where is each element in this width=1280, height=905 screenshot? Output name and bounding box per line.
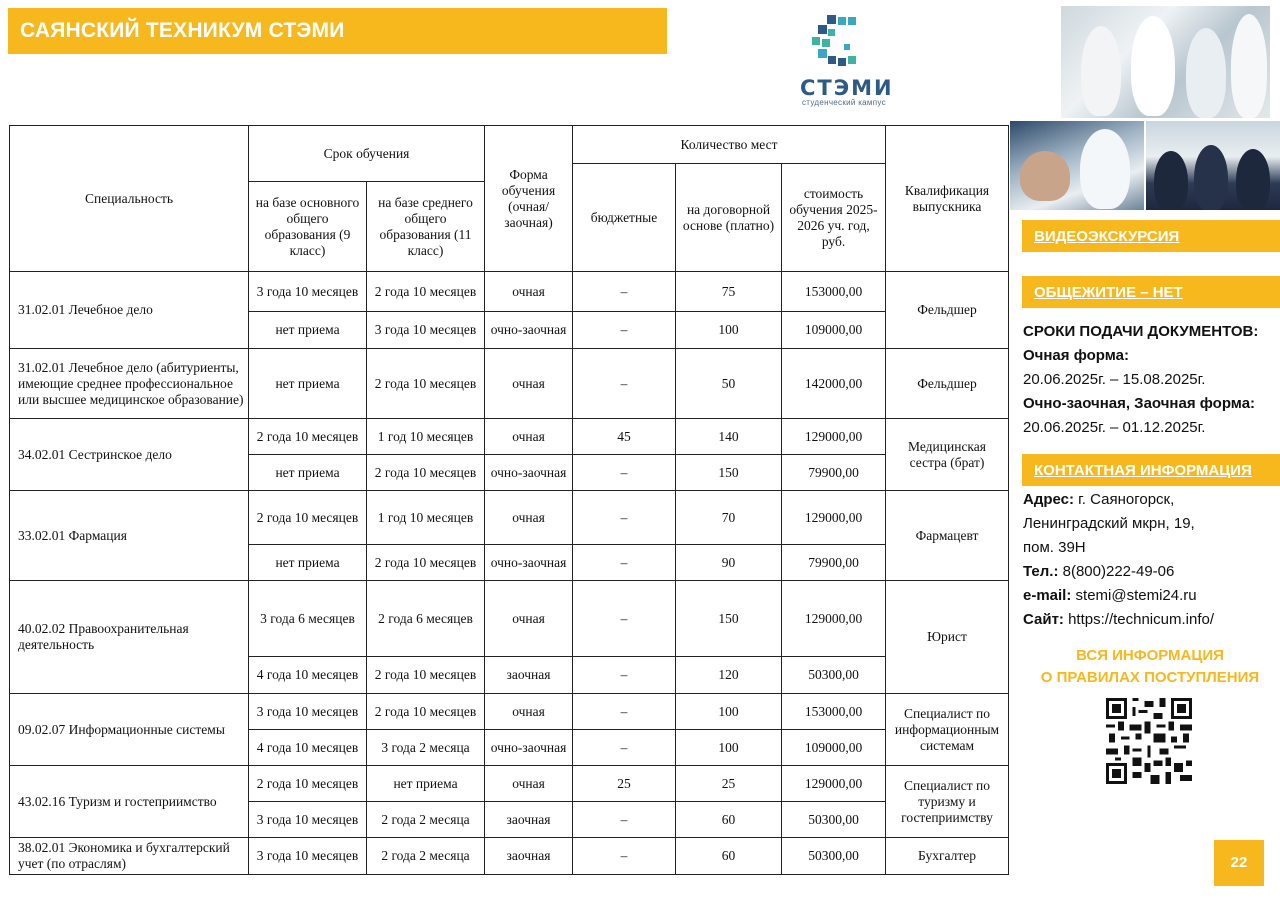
cadets-photo: [1146, 121, 1280, 210]
cell-contract: 60: [676, 838, 782, 875]
medical-practice-photo: [1010, 121, 1144, 210]
header-places: Количество мест: [573, 126, 886, 164]
cell-form: очно-заочная: [485, 545, 573, 581]
table-row: [10, 349, 1009, 419]
header-specialty: Специальность: [10, 126, 249, 272]
qr-caption-line1: ВСЯ ИНФОРМАЦИЯ: [1076, 647, 1224, 664]
cell-qualification: Фармацевт: [886, 491, 1009, 581]
cell-form: очная: [485, 419, 573, 455]
site-value[interactable]: https://technicum.info/: [1063, 611, 1214, 628]
cell-basic: 3 года 10 месяцев: [249, 838, 367, 875]
cell-cost: 129000,00: [782, 491, 886, 545]
cell-form: очно-заочная: [485, 730, 573, 766]
address-line2: Ленинградский мкрн, 19,: [1023, 515, 1195, 532]
cell-specialty: 43.02.16 Туризм и гостеприимство: [10, 766, 249, 838]
cell-budget: –: [573, 312, 676, 349]
table-row: [10, 766, 1009, 802]
cell-budget: –: [573, 730, 676, 766]
cell-cost: 50300,00: [782, 802, 886, 838]
page-number: 22: [1214, 840, 1264, 886]
contacts-block: [1023, 488, 1280, 632]
specialties-table: [9, 125, 1009, 875]
cell-secondary: 3 года 2 месяца: [367, 730, 485, 766]
cell-form: очная: [485, 349, 573, 419]
cell-basic: 3 года 10 месяцев: [249, 802, 367, 838]
cell-specialty: 34.02.01 Сестринское дело: [10, 419, 249, 491]
address-line3: пом. 39Н: [1023, 539, 1086, 556]
cell-cost: 109000,00: [782, 312, 886, 349]
cell-form: очная: [485, 491, 573, 545]
cell-contract: 25: [676, 766, 782, 802]
cell-contract: 100: [676, 694, 782, 730]
cell-qualification: Бухгалтер: [886, 838, 1009, 875]
header-budget: бюджетные: [573, 164, 676, 272]
qr-caption: [1030, 645, 1270, 689]
cell-cost: 153000,00: [782, 694, 886, 730]
table-row: [10, 491, 1009, 545]
cell-qualification: Медицинская сестра (брат): [886, 419, 1009, 491]
cell-form: заочная: [485, 838, 573, 875]
cell-cost: 50300,00: [782, 838, 886, 875]
cell-secondary: 1 год 10 месяцев: [367, 491, 485, 545]
cell-secondary: 2 года 10 месяцев: [367, 545, 485, 581]
table-row: [10, 581, 1009, 657]
cell-basic: 3 года 6 месяцев: [249, 581, 367, 657]
cell-form: очная: [485, 766, 573, 802]
cell-secondary: 2 года 2 месяца: [367, 838, 485, 875]
cell-basic: 3 года 10 месяцев: [249, 272, 367, 312]
cell-budget: –: [573, 349, 676, 419]
header-form: Форма обучения (очная/ заочная): [485, 126, 573, 272]
dormitory-link[interactable]: ОБЩЕЖИТИЕ – НЕТ: [1022, 276, 1280, 308]
email-value[interactable]: stemi@stemi24.ru: [1071, 587, 1197, 604]
header-secondary: на базе среднего общего образования (11 класс): [367, 182, 485, 272]
cell-basic: 2 года 10 месяцев: [249, 491, 367, 545]
fulltime-label: Очная форма:: [1023, 347, 1129, 364]
header-qualification: Квалификация выпускника: [886, 126, 1009, 272]
cell-secondary: 2 года 10 месяцев: [367, 694, 485, 730]
address-line1: г. Саяногорск,: [1074, 491, 1175, 508]
cell-specialty: 33.02.01 Фармация: [10, 491, 249, 581]
cell-budget: –: [573, 694, 676, 730]
cell-secondary: 2 года 2 месяца: [367, 802, 485, 838]
cell-contract: 70: [676, 491, 782, 545]
cell-basic: 2 года 10 месяцев: [249, 419, 367, 455]
cell-budget: –: [573, 581, 676, 657]
cell-basic: нет приема: [249, 545, 367, 581]
cell-form: очно-заочная: [485, 455, 573, 491]
cell-basic: 4 года 10 месяцев: [249, 657, 367, 694]
qr-code-icon[interactable]: [1106, 698, 1192, 784]
cell-secondary: 2 года 10 месяцев: [367, 349, 485, 419]
cell-form: очная: [485, 272, 573, 312]
cell-cost: 142000,00: [782, 349, 886, 419]
cell-specialty: 09.02.07 Информационные системы: [10, 694, 249, 766]
cell-basic: нет приема: [249, 349, 367, 419]
cell-qualification: Фельдшер: [886, 272, 1009, 349]
cell-cost: 129000,00: [782, 581, 886, 657]
cell-contract: 90: [676, 545, 782, 581]
cell-qualification: Юрист: [886, 581, 1009, 694]
cell-secondary: 2 года 10 месяцев: [367, 272, 485, 312]
site-label: Сайт:: [1023, 611, 1064, 628]
cell-specialty: 40.02.02 Правоохранительная деятельность: [10, 581, 249, 694]
cell-budget: –: [573, 455, 676, 491]
cell-qualification: Специалист по туризму и гостеприимству: [886, 766, 1009, 838]
video-tour-link[interactable]: ВИДЕОЭКСКУРСИЯ: [1022, 220, 1280, 252]
cell-budget: –: [573, 491, 676, 545]
parttime-label: Очно-заочная, Заочная форма:: [1023, 395, 1256, 412]
cell-qualification: Специалист по информационным системам: [886, 694, 1009, 766]
cell-form: заочная: [485, 802, 573, 838]
fulltime-dates: 20.06.2025г. – 15.08.2025г.: [1023, 371, 1206, 388]
address-label: Адрес:: [1023, 491, 1074, 508]
cell-budget: –: [573, 545, 676, 581]
contacts-link[interactable]: КОНТАКТНАЯ ИНФОРМАЦИЯ: [1022, 454, 1280, 486]
logo-name: СТЭМИ: [800, 76, 894, 100]
cell-contract: 75: [676, 272, 782, 312]
cell-basic: 3 года 10 месяцев: [249, 694, 367, 730]
cell-secondary: 1 год 10 месяцев: [367, 419, 485, 455]
phone-label: Тел.:: [1023, 563, 1059, 580]
cell-secondary: 2 года 6 месяцев: [367, 581, 485, 657]
deadlines-title: СРОКИ ПОДАЧИ ДОКУМЕНТОВ:: [1023, 323, 1259, 340]
header-cost: стоимость обучения 2025-2026 уч. год, руб.: [782, 164, 886, 272]
logo-subtitle: студенческий кампус: [802, 98, 886, 107]
cell-cost: 129000,00: [782, 419, 886, 455]
students-lab-photo: [1061, 6, 1270, 118]
cell-cost: 79900,00: [782, 455, 886, 491]
cell-secondary: 2 года 10 месяцев: [367, 455, 485, 491]
cell-cost: 79900,00: [782, 545, 886, 581]
table-row: [10, 838, 1009, 875]
cell-specialty: 38.02.01 Экономика и бухгалтерский учет (по отраслям): [10, 838, 249, 875]
cell-cost: 50300,00: [782, 657, 886, 694]
cell-cost: 129000,00: [782, 766, 886, 802]
cell-secondary: 2 года 10 месяцев: [367, 657, 485, 694]
qr-caption-line2: О ПРАВИЛАХ ПОСТУПЛЕНИЯ: [1040, 669, 1260, 686]
email-label: e-mail:: [1023, 587, 1072, 604]
cell-form: очная: [485, 581, 573, 657]
table-row: [10, 694, 1009, 730]
cell-cost: 153000,00: [782, 272, 886, 312]
cell-basic: 4 года 10 месяцев: [249, 730, 367, 766]
cell-specialty: 31.02.01 Лечебное дело (абитуриенты, имеющие среднее профессиональное или высшее медицинское образование): [10, 349, 249, 419]
cell-basic: нет приема: [249, 455, 367, 491]
table-row: [10, 272, 1009, 312]
cell-form: заочная: [485, 657, 573, 694]
cell-basic: 2 года 10 месяцев: [249, 766, 367, 802]
cell-contract: 60: [676, 802, 782, 838]
cell-budget: –: [573, 802, 676, 838]
cell-specialty: 31.02.01 Лечебное дело: [10, 272, 249, 349]
cell-contract: 140: [676, 419, 782, 455]
cell-budget: –: [573, 838, 676, 875]
cell-budget: –: [573, 657, 676, 694]
parttime-dates: 20.06.2025г. – 01.12.2025г.: [1023, 419, 1206, 436]
cell-basic: нет приема: [249, 312, 367, 349]
cell-secondary: нет приема: [367, 766, 485, 802]
phone-value: 8(800)222-49-06: [1058, 563, 1175, 580]
cell-budget: –: [573, 272, 676, 312]
deadlines-block: [1023, 320, 1280, 440]
cell-contract: 100: [676, 730, 782, 766]
cell-cost: 109000,00: [782, 730, 886, 766]
page-title: САЯНСКИЙ ТЕХНИКУМ СТЭМИ: [8, 8, 667, 54]
cell-qualification: Фельдшер: [886, 349, 1009, 419]
cell-contract: 150: [676, 581, 782, 657]
cell-contract: 120: [676, 657, 782, 694]
table-row: [10, 419, 1009, 455]
cell-budget: 45: [573, 419, 676, 455]
cell-contract: 50: [676, 349, 782, 419]
cell-form: очная: [485, 694, 573, 730]
cell-contract: 150: [676, 455, 782, 491]
header-contract: на договорной основе (платно): [676, 164, 782, 272]
cell-contract: 100: [676, 312, 782, 349]
header-basic: на базе основного общего образования (9 класс): [249, 182, 367, 272]
cell-secondary: 3 года 10 месяцев: [367, 312, 485, 349]
cell-budget: 25: [573, 766, 676, 802]
cell-form: очно-заочная: [485, 312, 573, 349]
header-duration: Срок обучения: [249, 126, 485, 182]
